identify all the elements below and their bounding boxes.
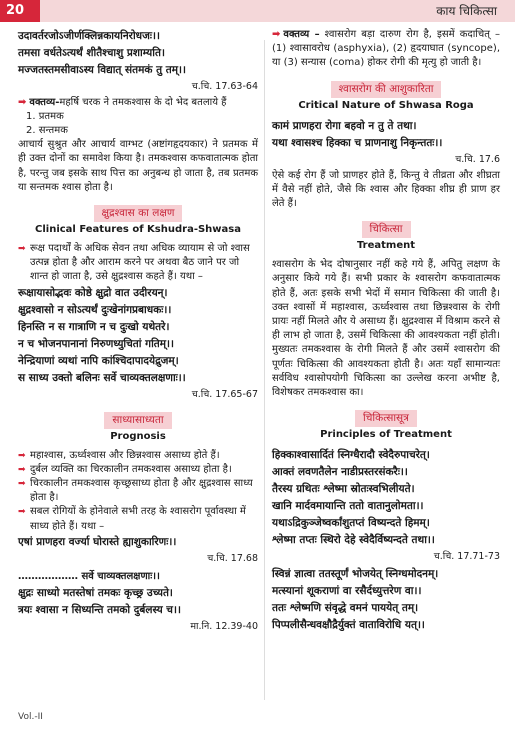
paragraph: आचार्य सुश्रुत और आचार्य वाग्भट (अष्टांगहृदयकार) ने प्रतमक में ही उक्त दोनों का समावेश किया है। तमकश्वास कफवातात्मक होता है, परन्तु जब इसके साथ पित्त का अनुबन्ध हो जाता है, तब प्रतमक या सन्तमक श्वास होता है। — [18, 139, 258, 193]
verse-line: तैरस्य ग्रथितः श्लेष्मा स्रोतःस्वभिलीयते। — [272, 483, 415, 496]
volume-label: Vol.-II — [18, 712, 43, 722]
verse-line: क्षुद्रश्वासो न सोऽत्यर्थं दुःखेनांगप्रबाधकः।। — [18, 303, 172, 316]
verse-line: यथा श्वासश्च हिक्का च प्राणनाशु निकृन्ततः।। — [272, 136, 443, 149]
verse-line: पिप्पलीसैन्धवक्षौद्रैर्युक्तं वाताविरोधि यत्।। — [272, 619, 425, 632]
citation: च.चि. 17.71-73 — [433, 551, 500, 563]
verse-line: रूक्षायासोद्भवः कोष्ठे क्षुद्रो वात उदीरयन्। — [18, 286, 168, 299]
verse-line: कामं प्राणहरा रोगा बहवो न तु ते तथा। — [272, 119, 417, 132]
section-heading-english: Prognosis — [110, 430, 166, 442]
section-title: काय चिकित्सा — [436, 4, 497, 18]
paragraph: श्वासरोग के भेद दोषानुसार नहीं कहे गये हैं, अपितु लक्षण के अनुसार किये गये हैं। सभी प्रकार के श्वासरोग कफवातात्मक होते हैं, अतः इसके सभी भेदों में समान चिकित्सा की जाती है। उक्त श्वासों में महाश्वास, ऊर्ध्वश्वास तथा छिन्नश्वास के रोगी प्रायः नहीं मिलते और ये असाध्य हैं। क्षुद्रश्वास में विश्राम करने से ही लाभ हो जाता है, उसमें चिकित्सा की आवश्यकता नहीं होती। मुख्यतः तमकश्वास के रोगी मिलते हैं और उसमें श्वासरोग की पूर्णतः चिकित्सा की आवश्यकता होती है। अतः यहाँ सामान्यतः सर्वविध श्वासोपयोगी चिकित्सा का उल्लेख करना अभीष्ट है, विशेषकर तमकश्वास का। — [272, 259, 500, 399]
verse-line: ततः श्लेष्मणि संवृद्धे वमनं पाययेत् तम्। — [272, 602, 419, 615]
citation: मा.नि. 12.39-40 — [190, 620, 258, 632]
verse-line: यथाऽद्रिकुञ्जेष्वर्कांशुतप्तं विष्यन्दते हिमम्। — [272, 517, 430, 530]
arrow-icon: ➡ — [18, 97, 27, 108]
verse-line: त्रयः श्वासा न सिध्यन्ति तमको दुर्बलस्य च।। — [18, 603, 181, 616]
verse-line: हिनस्ति न स गात्राणि न च दुःखो यथेतरे। — [18, 320, 170, 333]
citation: च.चि. 17.6 — [455, 153, 500, 165]
left-column — [18, 28, 258, 636]
verse-line: श्लेष्मा तप्तः स्थिरो देहे स्वेदैर्विष्यन्दते तथा।। — [272, 534, 435, 547]
citation: च.चि. 17.63-64 — [191, 81, 258, 92]
verse-line: नेन्द्रियाणां व्यथां नापि कांश्चिदापादयेद्रुजम्। — [18, 354, 179, 367]
section-heading-hindi: क्षुद्रश्वास का लक्षण — [18, 201, 258, 222]
page-number: 20 — [0, 0, 40, 22]
verse-line: ……………… सर्वे चाव्यक्तलक्षणाः।। — [18, 570, 160, 582]
bullet-item: ➡ चिरकालीन तमकश्वास कृच्छ्रसाध्य होता है और क्षुद्रश्वास साध्य होता है। — [18, 477, 258, 505]
verse-line: स साध्य उक्तो बलिनः सर्वे चाव्यक्तलक्षणाः।। — [18, 371, 186, 384]
section-heading-hindi: श्वासरोग की आशुकारिता — [272, 77, 500, 98]
section-heading-hindi: चिकित्सासूत्र — [272, 406, 500, 427]
verse-line: क्षुद्रः साध्यो मतस्तेषां तमकः कृच्छ्र उच्यते। — [18, 586, 173, 599]
page-header — [0, 0, 515, 22]
verse-line: मत्स्यानां शूकराणां वा रसैर्दध्युत्तरेण वा।। — [272, 585, 422, 598]
note-text: श्वासरोग बड़ा दारुण रोग है, इसमें कदाचित् – (1) श्वासावरोध (asphyxia), (2) हृदयाघात (syncope), या (3) सन्यास (coma) होकर रोगी की मृत्यु हो जाती है। — [272, 29, 500, 69]
verse-line: न च भोजनपानानां निरुणध्युचितां गतिम्।। — [18, 337, 175, 350]
note-paragraph — [18, 96, 258, 110]
section-heading-hindi: चिकित्सा — [272, 217, 500, 238]
bullet-item: ➡ दुर्बल व्यक्ति का चिरकालीन तमकश्वास असाध्य होता है। — [18, 463, 258, 477]
type-item: 2. सन्तमक — [26, 125, 68, 137]
verse-line: मज्जतस्तमसीवाऽस्य विद्यात् संतमकं तु तम्।। — [18, 64, 186, 76]
section-heading-english: Treatment — [356, 240, 416, 252]
section-heading-english: Clinical Features of Kshudra-Shwasa — [35, 224, 241, 236]
citation: च.चि. 17.65-67 — [191, 388, 258, 400]
verse-line: तमसा वर्धतेऽत्यर्थं शीतैश्चाशु प्रशाम्यति। — [18, 47, 165, 59]
note-label: वक्तव्य – — [283, 29, 320, 40]
note-text: महर्षि चरक ने तमकश्वास के दो भेद बतलाये हैं — [59, 97, 227, 108]
section-heading-hindi: साध्यासाध्यता — [18, 408, 258, 429]
verse-line: खानि मार्दवमायान्ति ततो वातानुलोमता।। — [272, 500, 424, 513]
bullet-paragraph: ➡ रूक्ष पदार्थों के अधिक सेवन तथा अधिक व्यायाम से जो श्वास उत्पन्न होता है और आराम करने पर अथवा बैठ जाने पर जो शान्त हो जाता है, उसे क्षुद्रश्वास कहते हैं। यथा – — [18, 242, 258, 285]
section-heading-english: Principles of Treatment — [320, 429, 452, 441]
paragraph: ऐसे कई रोग हैं जो प्राणहर होते हैं, किन्तु वे तीव्रता और शीघ्रता में वैसे नहीं होते, जैसे कि श्वास और हिक्का शीघ्र ही प्राण हर लेते हैं। — [272, 169, 500, 210]
right-column — [272, 28, 500, 634]
bullet-item: ➡ महाश्वास, ऊर्ध्वश्वास और छिन्नश्वास असाध्य होते हैं। — [18, 449, 258, 463]
note-label: वक्तव्य- — [29, 97, 60, 108]
verse-line: हिक्काश्वासार्दितं स्निग्धैरादौ स्वेदैरुपाचरेत्। — [272, 449, 430, 462]
verse-line: उदावर्तरजोऽजीर्णक्लिन्नकायनिरोधजः।। — [18, 30, 160, 42]
column-divider — [264, 40, 265, 700]
section-heading-english: Critical Nature of Shwasa Roga — [298, 99, 474, 111]
verse-line: स्विन्नं ज्ञात्वा ततस्तूर्णं भोजयेत् स्निग्धमोदनम्। — [272, 568, 439, 581]
bullet-item: ➡ सबल रोगियों के होनेवाले सभी तरह के श्वासरोग पूर्वावस्था में साध्य होते हैं। यथा – — [18, 505, 258, 533]
type-item: 1. प्रतमक — [26, 111, 64, 123]
verse-line: आक्तं लवणतैलेन नाडीप्रस्तरसंकरैः।। — [272, 466, 408, 479]
citation: च.चि. 17.68 — [207, 552, 258, 564]
arrow-icon: ➡ — [272, 29, 281, 40]
note-paragraph — [272, 28, 500, 71]
verse-line: एषां प्राणहरा वर्ज्या घोरास्ते ह्याशुकारिणः।। — [18, 535, 177, 548]
